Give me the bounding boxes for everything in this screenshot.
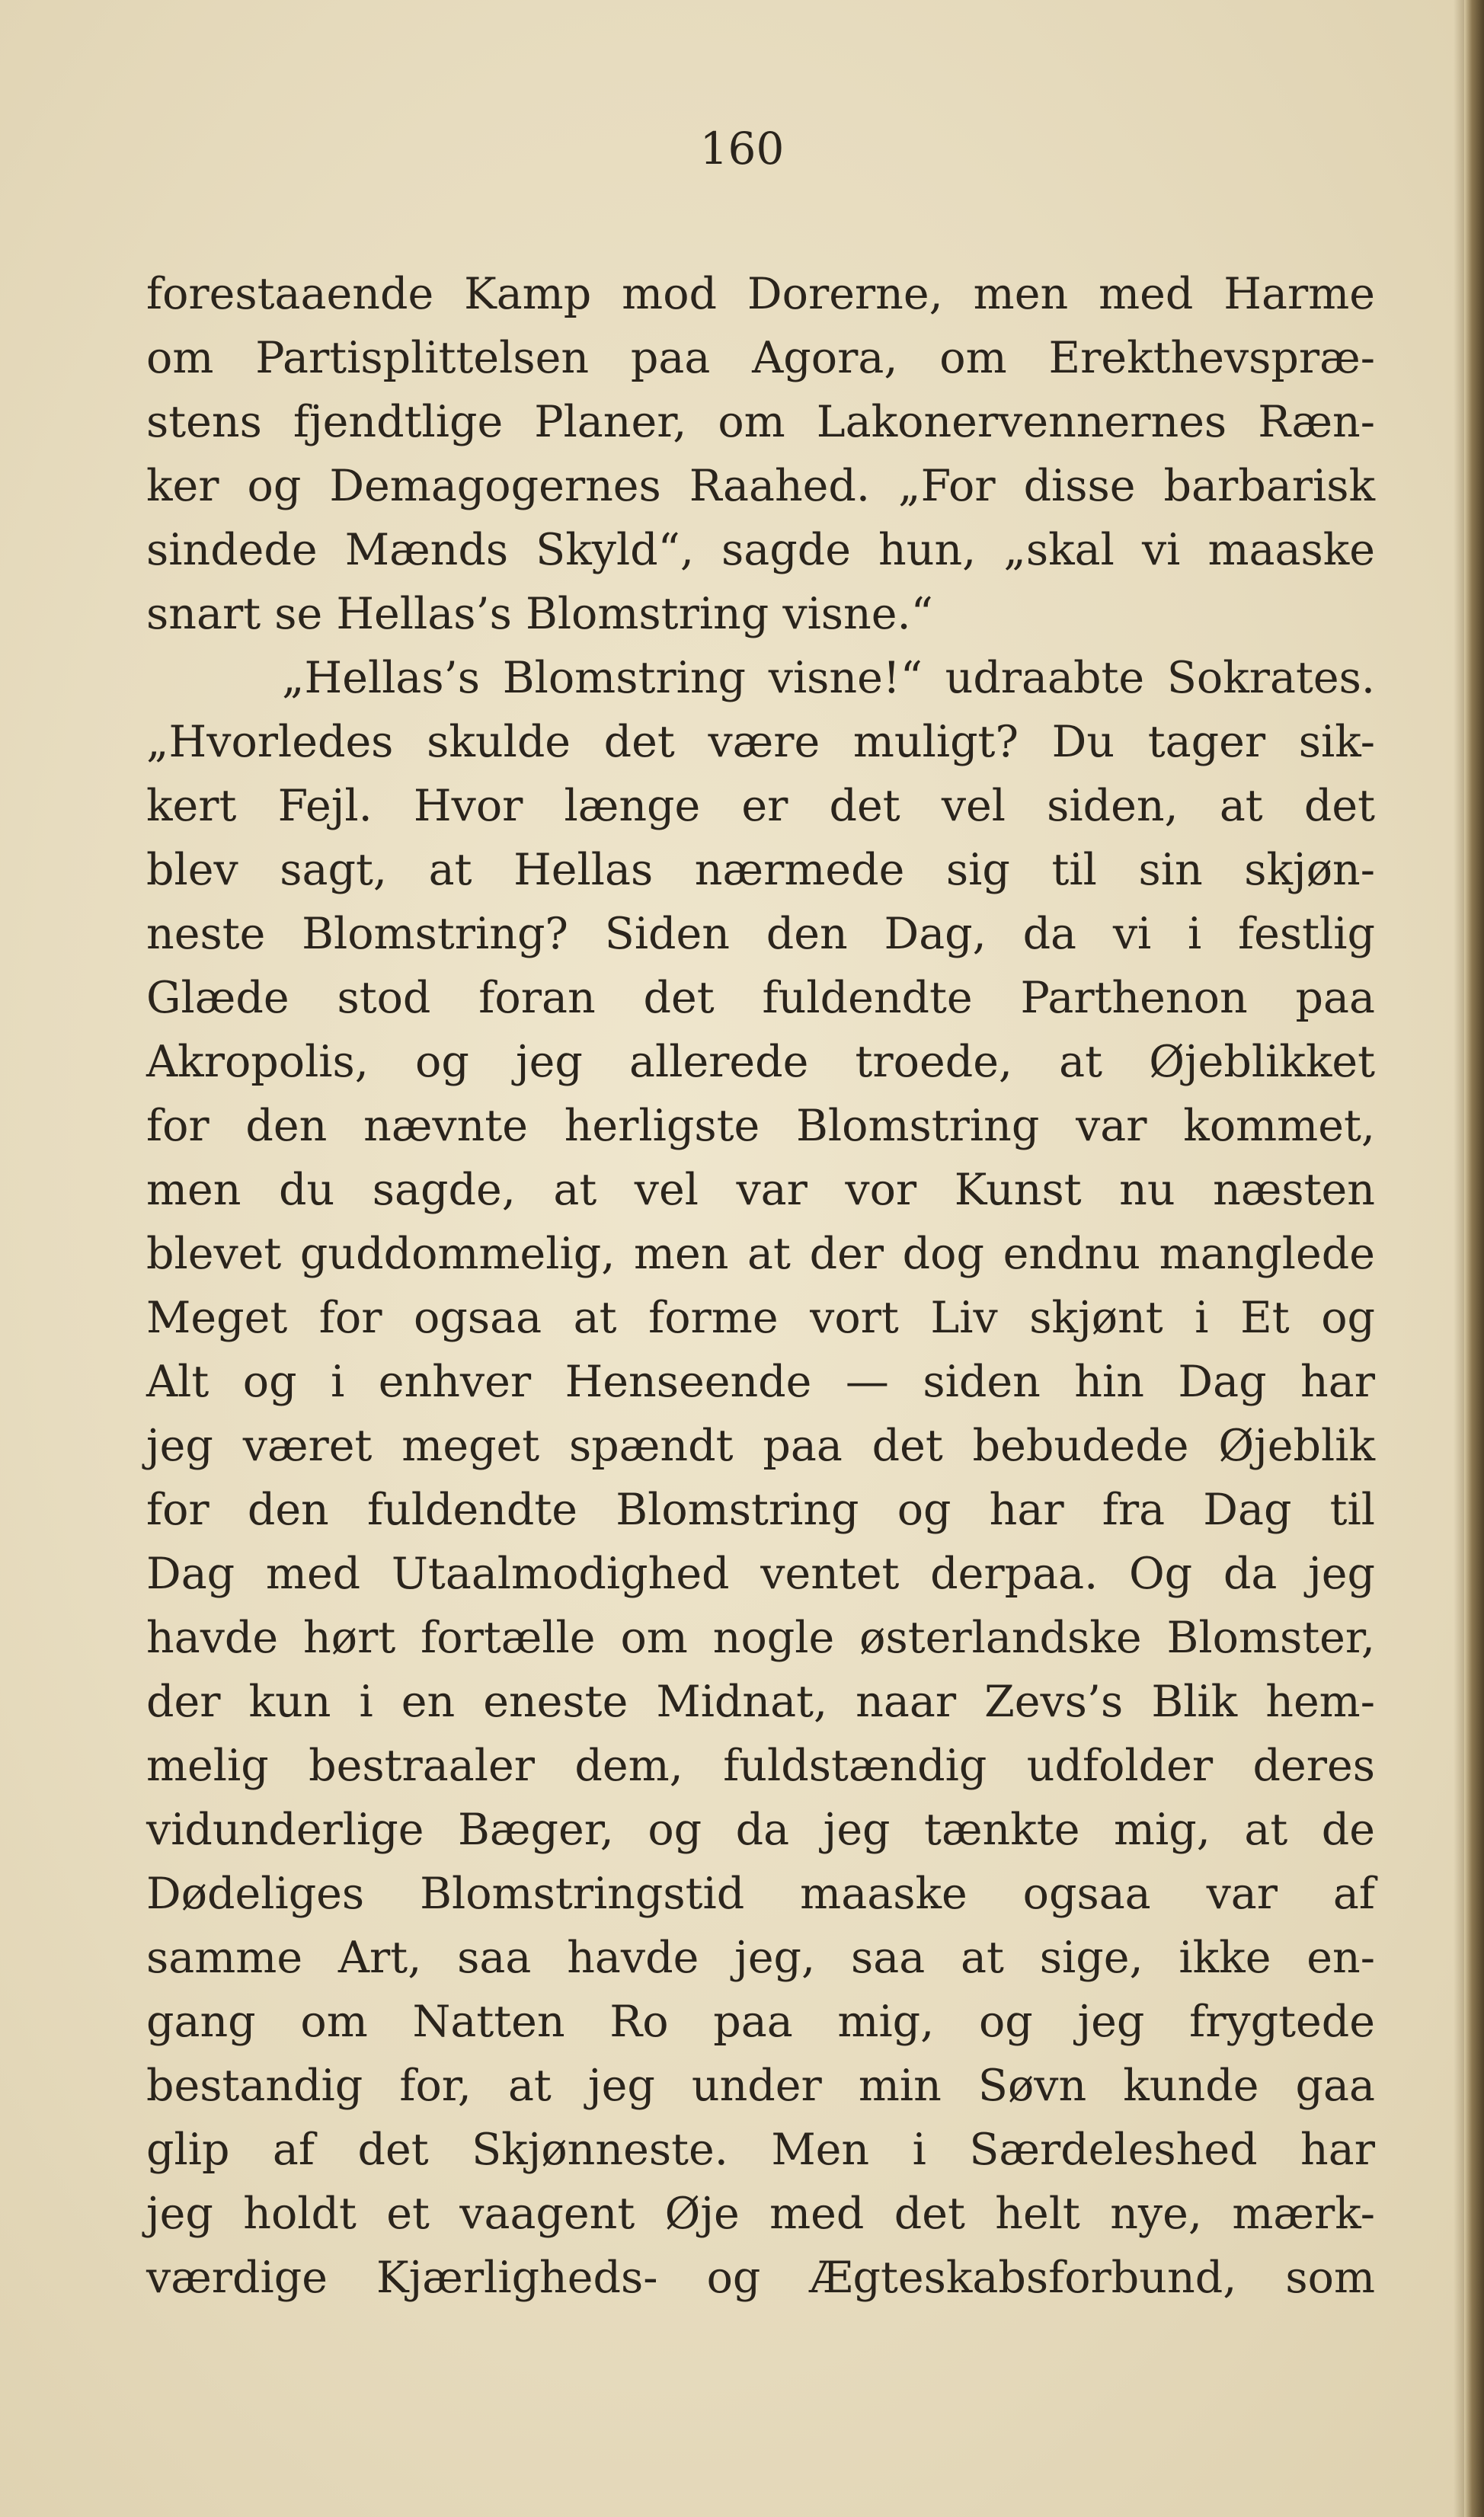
text-line: om Partisplittelsen paa Agora, om Erekthevspræ- — [146, 333, 1375, 383]
text-line: værdige Kjærligheds- og Ægteskabsforbund, som — [146, 2253, 1375, 2303]
text-line: stens fjendtlige Planer, om Lakonervennernes Ræn- — [146, 397, 1375, 447]
page-edge — [1464, 0, 1484, 2517]
text-line: blev sagt, at Hellas nærmede sig til sin skjøn- — [146, 845, 1375, 895]
text-line: „Hellas’s Blomstring visne!“ udraabte Sokrates. — [282, 653, 1375, 703]
text-line: for den fuldendte Blomstring og har fra Dag til — [146, 1485, 1375, 1535]
text-line: havde hørt fortælle om nogle østerlandske Blomster, — [146, 1613, 1375, 1663]
text-line: men du sagde, at vel var vor Kunst nu næsten — [146, 1165, 1375, 1215]
text-line: samme Art, saa havde jeg, saa at sige, ikke en- — [146, 1933, 1375, 1983]
text-line: melig bestraaler dem, fuldstændig udfolder deres — [146, 1741, 1375, 1791]
text-line: Dag med Utaalmodighed ventet derpaa. Og da jeg — [146, 1549, 1375, 1599]
text-line: ker og Demagogernes Raahed. „For disse barbarisk — [146, 461, 1375, 511]
text-line: jeg været meget spændt paa det bebudede Øjeblik — [146, 1421, 1375, 1471]
text-line: forestaaende Kamp mod Dorerne, men med Harme — [146, 269, 1375, 319]
text-line: „Hvorledes skulde det være muligt? Du tager sik- — [146, 717, 1375, 767]
text-line: vidunderlige Bæger, og da jeg tænkte mig, at de — [146, 1805, 1375, 1855]
page-gutter-shadow — [1454, 0, 1464, 2517]
text-line: glip af det Skjønneste. Men i Særdeleshed har — [146, 2125, 1375, 2175]
text-line: blevet guddommelig, men at der dog endnu manglede — [146, 1229, 1375, 1279]
text-line: snart se Hellas’s Blomstring visne.“ — [146, 589, 933, 639]
text-line: jeg holdt et vaagent Øje med det helt nye, mærk- — [146, 2189, 1375, 2239]
text-line: der kun i en eneste Midnat, naar Zevs’s Blik hem- — [146, 1677, 1375, 1727]
text-line: Meget for ogsaa at forme vort Liv skjønt i Et og — [146, 1293, 1375, 1343]
page-number: 160 — [699, 123, 785, 174]
text-line: Glæde stod foran det fuldendte Parthenon paa — [146, 973, 1375, 1023]
text-line: kert Fejl. Hvor længe er det vel siden, at det — [146, 781, 1375, 831]
text-line: Dødeliges Blomstringstid maaske ogsaa var af — [146, 1869, 1375, 1919]
text-line: for den nævnte herligste Blomstring var kommet, — [146, 1101, 1375, 1151]
text-line: Alt og i enhver Henseende — siden hin Dag har — [146, 1357, 1375, 1407]
text-line: bestandig for, at jeg under min Søvn kunde gaa — [146, 2061, 1375, 2111]
text-line: Akropolis, og jeg allerede troede, at Øjeblikket — [146, 1037, 1375, 1087]
text-line: gang om Natten Ro paa mig, og jeg frygtede — [146, 1997, 1375, 2047]
text-line: neste Blomstring? Siden den Dag, da vi i festlig — [146, 909, 1375, 959]
text-line: sindede Mænds Skyld“, sagde hun, „skal vi maaske — [146, 525, 1375, 575]
